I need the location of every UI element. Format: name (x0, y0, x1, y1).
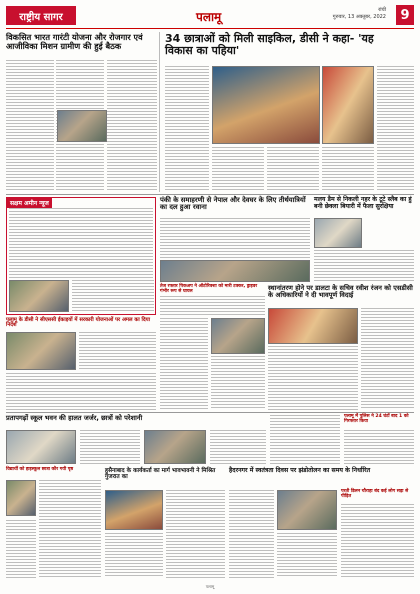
story-9-text-col1 (80, 430, 140, 464)
story-5-photo (314, 218, 362, 248)
story-6-text (160, 296, 265, 316)
story-10-photo (6, 480, 36, 516)
story-1-text-col3 (107, 60, 157, 190)
section-divider (6, 194, 414, 195)
story-9-text-col2 (210, 430, 266, 464)
story-13-headline: पलामू में पुलिस ने 24 घंटों बाद 1 को गिरफ्तार किया (344, 414, 409, 424)
story-8-text (79, 332, 156, 370)
story-14-text (341, 504, 414, 578)
story-1-text-col1 (6, 60, 54, 190)
news-brief-title: सक्षम अमीन न्यूज (7, 198, 52, 208)
story-4-text (160, 218, 310, 258)
right-text-col (361, 308, 414, 410)
story-6-headline: तेज रफ्तार पिकअप ने ऑटोरिक्शा को मारी टक्कर, ड्राइवर गंभीर रूप से घायल (160, 284, 258, 294)
story-12-headline: हैदरनगर में स्वतंत्रता दिवस पर झंडोतोलन का समय के निर्धारित (229, 467, 371, 474)
news-brief-text-2 (72, 280, 154, 312)
story-12-text-col1 (229, 490, 274, 578)
story-9-photo (6, 430, 76, 464)
story-7-text (268, 346, 358, 410)
story-4-headline: पंकी के समाहरणी से नेपाल और देवघर के लिए तीर्थयात्रियों का दल हुआ रवाना (160, 196, 306, 212)
story-14-headline: परती डिलन चौराहा बंद कई लोग सड़ा से पीड़ित (341, 489, 409, 499)
story-8-photo (6, 332, 76, 370)
page-footer: पलामू (205, 584, 215, 589)
story-7-headline: स्थानांतरण होने पर डालटा के सचिव रवीश रंजन को एसडीसी के अधिकारियों ने दी भावपूर्ण विदाई (268, 284, 413, 299)
story-11-headline: हुसैनाबाद के कार्यकर्ता का मार्ग भावभावनी ने मिश्रित गुजरात का (105, 468, 216, 481)
story-4-photo (160, 260, 310, 282)
story-1-photo (57, 110, 107, 142)
news-brief-photo (9, 280, 69, 312)
left-text-block (6, 373, 156, 410)
date-line: रांची गुरुवार, 13 अक्तूबर, 2022 (332, 7, 386, 20)
mid-photo-1 (211, 318, 265, 354)
mid-text-col2 (211, 356, 265, 410)
story-12-photo (277, 490, 337, 530)
story-10-text-2 (6, 520, 36, 578)
story-2-photo-side (322, 66, 374, 144)
masthead (6, 4, 414, 29)
story-7-photo (268, 308, 358, 344)
story-5-text (314, 250, 414, 282)
story-2-headline: 34 छात्राओं को मिली साइकिल, डीसी ने कहा- 'यह विकास का पहिया' (165, 32, 374, 57)
story-8-headline: पलामू के डीसी ने सीएससी ईकाइयों में सरकारी योजनाओं पर अमल का दिया निर्देश (6, 317, 150, 329)
news-brief-text (9, 208, 153, 278)
story-9-photo-2 (144, 430, 206, 464)
story-2-text-col1 (165, 66, 209, 192)
right-col-text (270, 415, 340, 465)
mid-text-col1 (160, 318, 208, 410)
story-2-photo-main (212, 66, 320, 144)
story-2-text-col5 (377, 66, 414, 192)
page-number: 9 (396, 5, 414, 25)
column-divider (159, 32, 160, 192)
story-11-text-col1 (105, 533, 163, 578)
story-9-headline: प्रतापगढ़ों स्कूल भवन की हालत जर्जर, छात्रों को परेशानी (6, 414, 143, 422)
section-divider-2 (6, 412, 414, 413)
story-2-text-col4 (322, 147, 374, 192)
story-2-text-col3 (267, 147, 319, 192)
story-13-text (344, 430, 414, 465)
story-11-photo (105, 490, 163, 530)
paper-name: राष्ट्रीय सागर (6, 6, 76, 25)
story-11-text-col2 (166, 490, 225, 578)
story-10-text (39, 480, 101, 578)
story-5-headline: मलय डैम से निकली नहर के टूटे स्लैब का हुं बनी छेक्ला बियारी में फैला सुरक्षिया (314, 196, 412, 210)
story-2-text-col2 (212, 147, 264, 192)
city-name: पलामू (196, 10, 222, 24)
story-12-text-col2 (277, 533, 337, 578)
story-1-headline: विकसित भारत गारंटी योजना और रोजगार एवं आजीविका मिशन ग्रामीण की हुई बैठक (6, 32, 143, 51)
story-10-headline: विद्यार्थी को हाइस्कूल छात्रा कौर गयी पृष्ठ (6, 467, 74, 472)
